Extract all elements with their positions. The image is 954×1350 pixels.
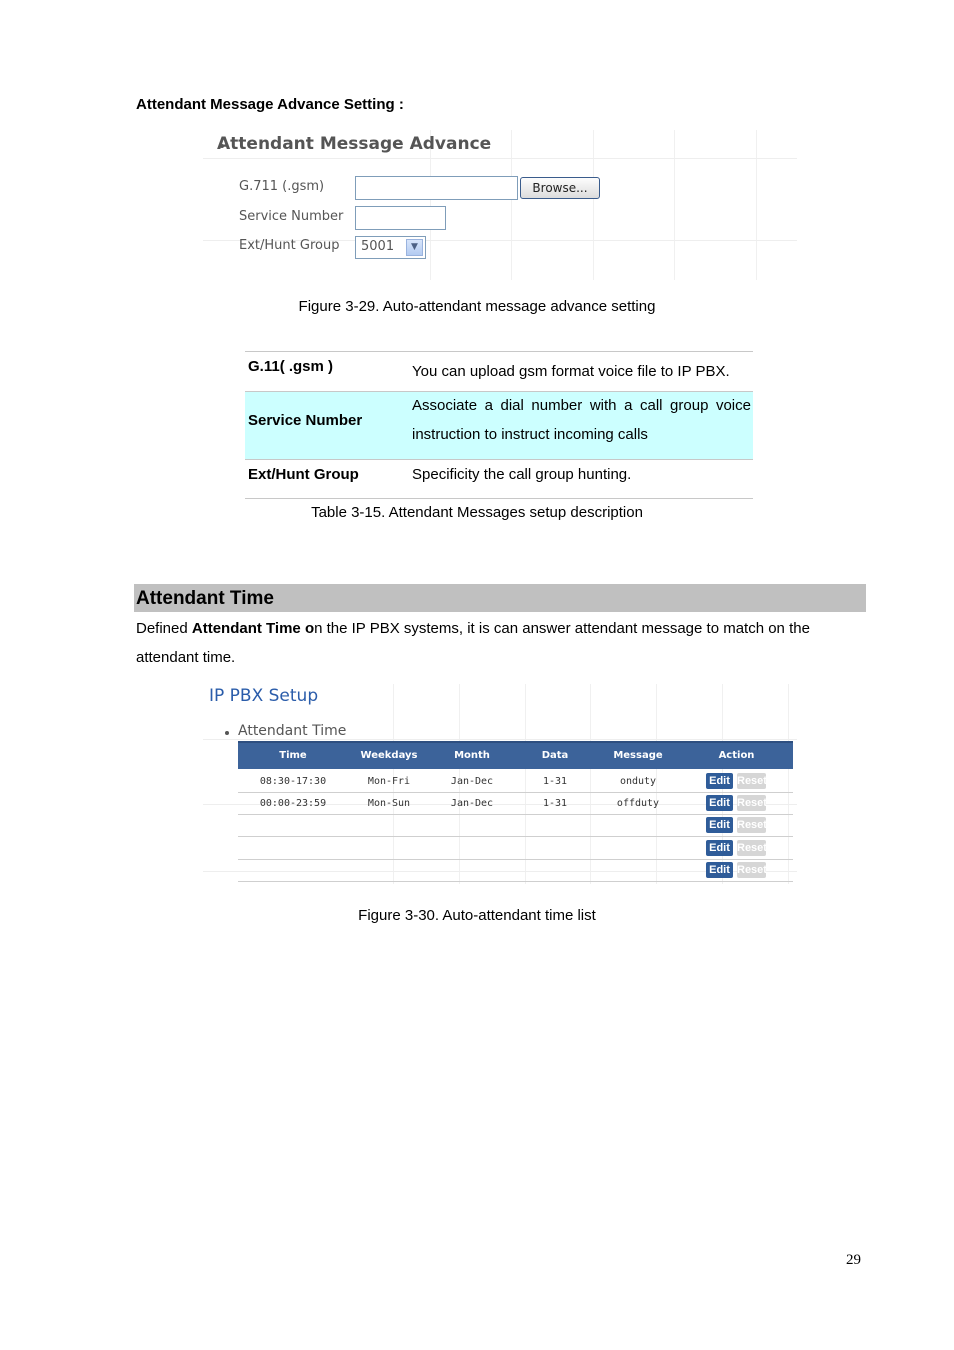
panel-title: Attendant Message Advance [217, 134, 492, 154]
select-value: 5001 [361, 239, 395, 254]
attendant-time-screenshot [203, 684, 797, 884]
row-value: Associate a dial number with a call group voice instruction to instruct incoming calls [412, 397, 751, 443]
col-action: Action [718, 750, 755, 761]
browse-button[interactable]: Browse... [520, 177, 600, 199]
reset-button[interactable]: Reset [737, 819, 767, 832]
page-number: 29 [846, 1252, 861, 1268]
cell-month: Jan-Dec [450, 798, 494, 810]
cell-time: 08:30-17:30 [259, 776, 327, 787]
chevron-down-icon[interactable]: ▼ [406, 239, 423, 256]
table-row [245, 351, 753, 391]
table-row [238, 793, 793, 815]
section-bar [134, 584, 866, 612]
edit-button[interactable]: Edit [706, 817, 733, 833]
service-number-input[interactable] [355, 206, 446, 230]
section-heading-advance: Attendant Message Advance Setting : [136, 96, 404, 113]
table-row [238, 838, 793, 860]
cell-time: 00:00-23:59 [259, 798, 327, 810]
table-row [245, 391, 753, 459]
reset-button[interactable]: Reset [737, 841, 767, 854]
panel-subtitle: Attendant Time [238, 723, 347, 739]
row-value: Specificity the call group hunting. [412, 466, 632, 483]
gsm-file-input[interactable] [355, 176, 518, 200]
section-heading-time: Attendant Time [136, 588, 274, 609]
row-value: You can upload gsm format voice file to IP PBX. [412, 363, 730, 380]
reset-button[interactable]: Reset [737, 775, 767, 787]
col-month: Month [454, 750, 490, 761]
attendant-message-advance-screenshot [203, 130, 797, 280]
cell-data: 1-31 [542, 776, 568, 787]
figure-caption-3-29: Figure 3-29. Auto-attendant message advance setting [298, 298, 656, 315]
cell-message: onduty [619, 776, 657, 787]
edit-button[interactable]: Edit [706, 840, 733, 856]
app-title: IP PBX Setup [209, 686, 319, 706]
gsm-label: G.711 (.gsm) [239, 179, 325, 194]
col-data: Data [541, 750, 569, 761]
cell-weekdays: Mon-Fri [367, 776, 411, 787]
table-row [245, 459, 753, 499]
row-key: Service Number [248, 412, 363, 429]
cell-month: Jan-Dec [450, 776, 494, 787]
col-message: Message [613, 750, 663, 761]
table-row [238, 815, 793, 837]
reset-button[interactable]: Reset [737, 863, 767, 876]
col-time: Time [279, 750, 307, 761]
service-number-label: Service Number [239, 209, 344, 224]
edit-button[interactable]: Edit [706, 773, 733, 789]
row-key: Ext/Hunt Group [248, 466, 359, 483]
edit-button[interactable]: Edit [706, 862, 733, 878]
ext-hunt-group-label: Ext/Hunt Group [239, 238, 340, 253]
table-caption-3-15: Table 3-15. Attendant Messages setup description [311, 504, 643, 521]
cell-weekdays: Mon-Sun [367, 798, 411, 810]
edit-button[interactable]: Edit [706, 795, 733, 811]
bullet-icon [225, 731, 229, 735]
cell-data: 1-31 [542, 798, 568, 810]
ext-hunt-group-select[interactable] [355, 236, 426, 259]
figure-caption-3-30: Figure 3-30. Auto-attendant time list [358, 907, 596, 924]
reset-button[interactable]: Reset [737, 797, 767, 810]
table-row [238, 860, 793, 882]
description-table [245, 351, 753, 499]
cell-message: offduty [616, 798, 660, 810]
row-key: G.11( .gsm ) [248, 358, 334, 375]
col-weekdays: Weekdays [360, 750, 418, 761]
section-paragraph: Defined Attendant Time on the IP PBX systems, it is can answer attendant message to match on the attendant time. [136, 620, 810, 666]
table-header [238, 741, 793, 769]
table-row [238, 771, 793, 793]
